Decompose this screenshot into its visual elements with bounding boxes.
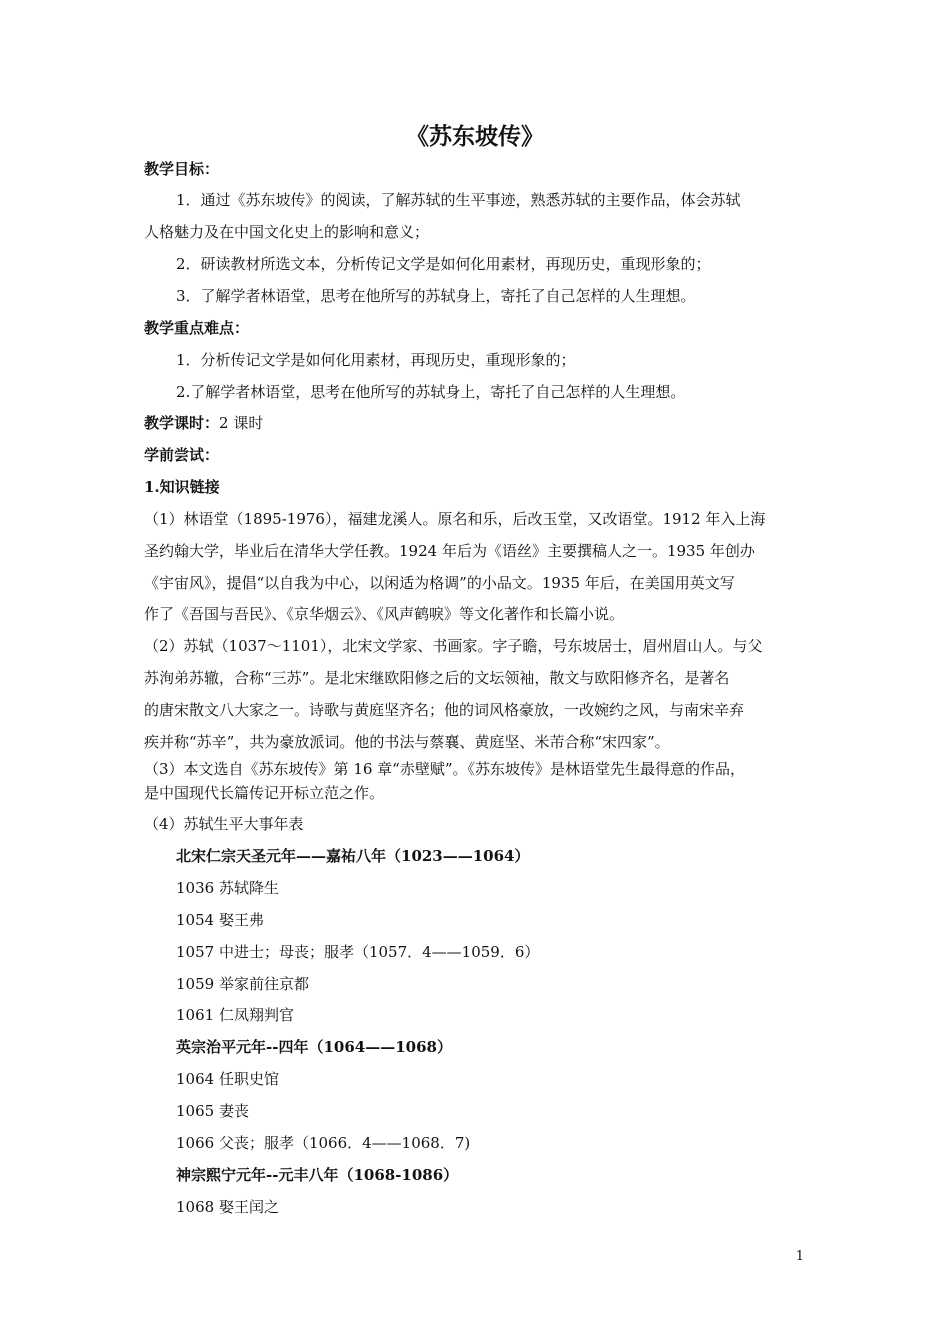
page-title: 《苏东坡传》 [406, 123, 544, 150]
timeline-event: 1061 仁凤翔判官 [176, 1006, 294, 1024]
knowledge-line: 是中国现代长篇传记开标立范之作。 [144, 784, 385, 802]
timeline-event: 1065 妻丧 [176, 1102, 249, 1120]
timeline-event: 1068 娶王闰之 [176, 1198, 279, 1216]
timeline-event: 1057 中进士；母丧；服孝（1057．4——1059．6） [176, 943, 540, 961]
knowledge-line: 苏洵弟苏辙，合称“三苏”。是北宋继欧阳修之后的文坛领袖，散文与欧阳修齐名，是著名 [144, 669, 730, 687]
page-number: 1 [795, 1249, 804, 1264]
timeline-era: 英宗治平元年--四年（1064——1068） [176, 1038, 452, 1056]
goal-line: 人格魅力及在中国文化史上的影响和意义； [144, 223, 430, 241]
knowledge-line: 的唐宋散文八大家之一。诗歌与黄庭坚齐名；他的词风格豪放，一改婉约之风，与南宋辛弃 [144, 701, 745, 719]
timeline-era: 神宗熙宁元年--元丰八年（1068-1086） [176, 1166, 459, 1184]
goal-line: 1．通过《苏东坡传》的阅读，了解苏轼的生平事迹，熟悉苏轼的主要作品，体会苏轼 [176, 191, 741, 209]
timeline-event: 1064 任职史馆 [176, 1070, 279, 1088]
key-point-line: 2.了解学者林语堂，思考在他所写的苏轼身上，寄托了自己怎样的人生理想。 [176, 383, 686, 401]
knowledge-line: （1）林语堂（1895-1976），福建龙溪人。原名和乐，后改玉堂，又改语堂。1912 年入上海 [144, 510, 766, 528]
timeline-heading: （4）苏轼生平大事年表 [144, 815, 304, 833]
goals-heading: 教学目标： [144, 160, 220, 178]
knowledge-line: 《宇宙风》，提倡“以自我为中心，以闲适为格调”的小品文。1935 年后，在美国用英文写 [144, 574, 735, 592]
goal-line: 3．了解学者林语堂，思考在他所写的苏轼身上，寄托了自己怎样的人生理想。 [176, 287, 696, 305]
timeline-event: 1066 父丧；服孝（1066．4——1068．7) [176, 1134, 471, 1152]
timeline-era: 北宋仁宗天圣元年——嘉祐八年（1023——1064） [176, 847, 530, 865]
goal-line: 2．研读教材所选文本，分析传记文学是如何化用素材，再现历史，重现形象的； [176, 255, 711, 273]
pre-study-heading: 学前尝试： [144, 446, 220, 464]
knowledge-line: 疾并称“苏辛”，共为豪放派词。他的书法与蔡襄、黄庭坚、米芾合称“宋四家”。 [144, 733, 670, 751]
knowledge-heading: 1.知识链接 [144, 478, 220, 496]
key-point-line: 1．分析传记文学是如何化用素材，再现历史，重现形象的； [176, 351, 576, 369]
timeline-event: 1054 娶王弗 [176, 911, 264, 929]
hours-row [144, 413, 810, 433]
knowledge-line: （2）苏轼（1037～1101），北宋文学家、书画家。字子瞻，号东坡居士，眉州眉山人。与父 [144, 637, 763, 655]
knowledge-line: 作了《吾国与吾民》、《京华烟云》、《风声鹤唳》等文化著作和长篇小说。 [144, 605, 625, 623]
timeline-event: 1036 苏轼降生 [176, 879, 279, 897]
hours-label: 教学课时： [144, 414, 220, 432]
timeline-event: 1059 举家前往京都 [176, 975, 309, 993]
knowledge-line: 圣约翰大学，毕业后在清华大学任教。1924 年后为《语丝》主要撰稿人之一。1935 年创办 [144, 542, 755, 560]
key-points-heading: 教学重点难点： [144, 319, 250, 337]
hours-value: 2 课时 [219, 414, 264, 432]
knowledge-line: （3）本文选自《苏东坡传》第 16 章“赤壁赋”。《苏东坡传》是林语堂先生最得意的作品， [144, 760, 746, 778]
